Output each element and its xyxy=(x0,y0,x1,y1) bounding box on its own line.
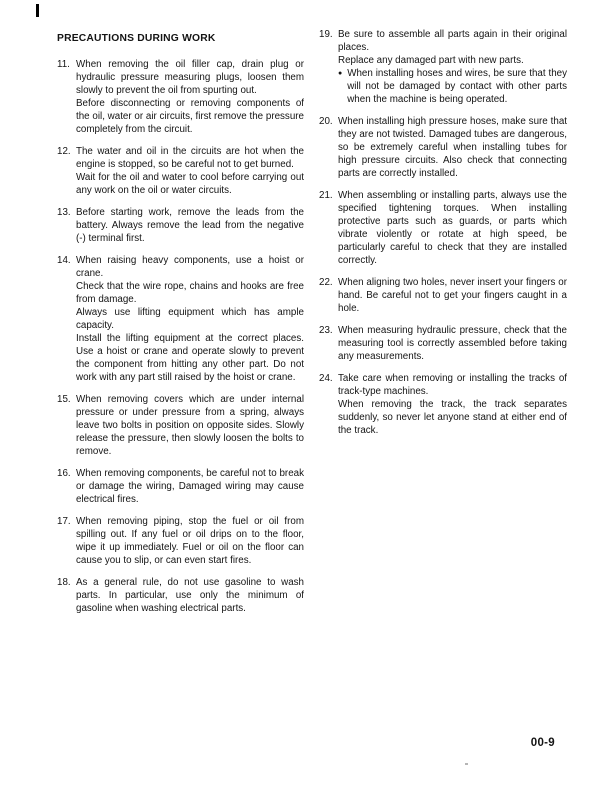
item-paragraph: Replace any damaged part with new parts. xyxy=(338,55,524,66)
list-item xyxy=(57,58,304,136)
item-body xyxy=(76,254,304,384)
item-body xyxy=(76,576,304,615)
bullet-icon: ● xyxy=(338,70,343,77)
item-body xyxy=(76,393,304,458)
item-body xyxy=(338,324,567,363)
item-body xyxy=(338,372,567,437)
item-paragraph: Always use lifting equipment which has ample capacity. xyxy=(76,307,304,331)
list-item xyxy=(319,276,567,315)
item-number: 14. xyxy=(57,255,71,266)
item-paragraph: Install the lifting equipment at the correct places. Use a hoist or crane and operate slowly to prevent the component from hitting any other part. Do not work with any part still raised by the hoist or crane. xyxy=(76,333,304,383)
item-paragraph: Check that the wire rope, chains and hooks are free from damage. xyxy=(76,281,304,305)
item-paragraph: The water and oil in the circuits are hot when the engine is stopped, so be careful not to get burned. xyxy=(76,146,304,170)
item-body xyxy=(76,467,304,506)
list-item xyxy=(57,515,304,567)
list-item xyxy=(57,254,304,384)
item-number: 24. xyxy=(319,373,333,384)
list-item xyxy=(57,393,304,458)
item-number: 22. xyxy=(319,277,333,288)
list-item xyxy=(57,467,304,506)
item-body xyxy=(76,145,304,197)
item-paragraph: As a general rule, do not use gasoline to wash parts. In particular, use only the minimum of gasoline when washing electrical parts. xyxy=(76,577,304,614)
item-number: 15. xyxy=(57,394,71,405)
item-body xyxy=(76,206,304,245)
right-column-items xyxy=(319,28,567,437)
list-item xyxy=(319,372,567,437)
item-body xyxy=(76,515,304,567)
item-number: 16. xyxy=(57,468,71,479)
item-paragraph: Wait for the oil and water to cool before carrying out any work on the oil or water circuits. xyxy=(76,172,304,196)
item-body xyxy=(338,115,567,180)
item-paragraph: When removing the track, the track separates suddenly, so never let anyone stand at either end of the track. xyxy=(338,399,567,436)
page-number: 00-9 xyxy=(530,737,555,749)
list-item xyxy=(319,115,567,180)
item-paragraph: When removing piping, stop the fuel or oil from spilling out. If any fuel or oil drips on to the floor, wipe it up immediately. Fuel or oil on the floor can cause you to slip, or can even start fires. xyxy=(76,516,304,566)
bullet-text: When installing hoses and wires, be sure that they will not be damaged by contact with other parts when the machine is being operated. xyxy=(347,68,567,105)
item-paragraph: When removing components, be careful not to break or damage the wiring, Damaged wiring may cause electrical fires. xyxy=(76,468,304,505)
scan-artifact-mark xyxy=(36,4,39,17)
item-paragraph: Be sure to assemble all parts again in their original places. xyxy=(338,29,567,53)
item-paragraph: When removing covers which are under internal pressure or under pressure from a spring, always leave two bolts in position on opposite sides. Slowly release the pressure, then slowly loosen the bolts to remove. xyxy=(76,394,304,457)
item-paragraph: When installing high pressure hoses, make sure that they are not twisted. Damaged tubes are dangerous, so be extremely careful when installing tubes for high pressure circuits. Also check that connecting parts are correctly installed. xyxy=(338,116,567,179)
item-paragraph: Take care when removing or installing the tracks of track-type machines. xyxy=(338,373,567,397)
item-paragraph xyxy=(338,67,567,106)
item-paragraph: When assembling or installing parts, always use the specified tightening torques. When installing protective parts such as guards, or parts which vibrate violently or rotate at high speed, be particularly careful to check that they are installed correctly. xyxy=(338,190,567,266)
item-paragraph: Before disconnecting or removing components of the oil, water or air circuits, first remove the pressure completely from the circuit. xyxy=(76,98,304,135)
item-paragraph: When aligning two holes, never insert your fingers or hand. Be careful not to get your fingers caught in a hole. xyxy=(338,277,567,314)
item-number: 19. xyxy=(319,29,333,40)
item-number: 21. xyxy=(319,190,333,201)
item-number: 17. xyxy=(57,516,71,527)
item-body xyxy=(338,189,567,267)
scan-artifact-dot xyxy=(465,763,468,765)
page-title: PRECAUTIONS DURING WORK xyxy=(57,33,216,44)
list-item xyxy=(57,576,304,615)
item-paragraph: When removing the oil filler cap, drain plug or hydraulic pressure measuring plugs, loosen them slowly to prevent the oil from spurting out. xyxy=(76,59,304,96)
item-number: 23. xyxy=(319,325,333,336)
list-item xyxy=(319,189,567,267)
item-number: 12. xyxy=(57,146,71,157)
item-body xyxy=(338,28,567,106)
item-number: 13. xyxy=(57,207,71,218)
item-paragraph: When raising heavy components, use a hoist or crane. xyxy=(76,255,304,279)
list-item xyxy=(319,324,567,363)
item-number: 11. xyxy=(57,59,70,70)
page-content xyxy=(57,26,567,624)
item-body xyxy=(76,58,304,136)
list-item xyxy=(319,28,567,106)
right-column xyxy=(319,26,567,624)
item-number: 18. xyxy=(57,577,71,588)
left-column-items xyxy=(57,58,304,615)
item-paragraph: Before starting work, remove the leads from the battery. Always remove the lead from the negative (-) terminal first. xyxy=(76,207,304,244)
item-number: 20. xyxy=(319,116,333,127)
list-item xyxy=(57,206,304,245)
left-column xyxy=(57,26,304,624)
item-body xyxy=(338,276,567,315)
item-paragraph: When measuring hydraulic pressure, check that the measuring tool is correctly assembled before taking any measurements. xyxy=(338,325,567,362)
list-item xyxy=(57,145,304,197)
